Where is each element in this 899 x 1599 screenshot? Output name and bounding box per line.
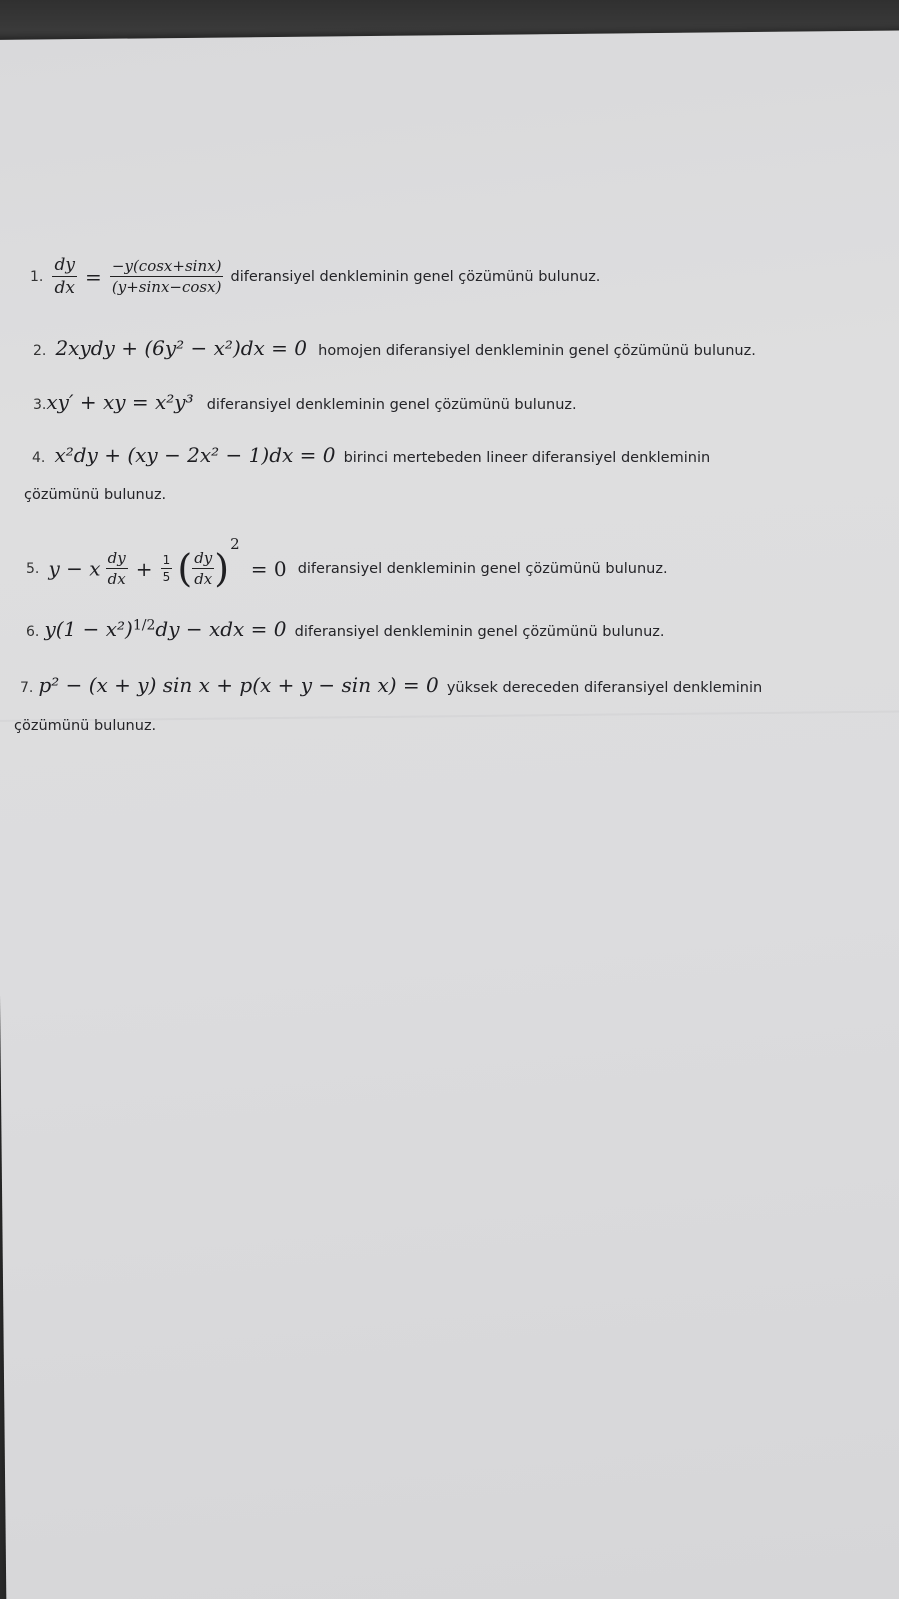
fraction-denominator: 5	[162, 570, 171, 584]
problem-4-continuation: çözümünü bulunuz.	[24, 487, 167, 503]
equation-part: dy − xdx = 0	[155, 617, 287, 641]
problem-number: 6.	[26, 624, 40, 640]
problem-6	[26, 617, 665, 641]
problem-equation: x²dy + (xy − 2x² − 1)dx = 0	[54, 443, 336, 467]
problem-7	[20, 673, 762, 697]
right-paren: )	[214, 546, 230, 591]
problem-number: 7.	[20, 680, 34, 696]
problem-text: diferansiyel denkleminin genel çözümünü bulunuz.	[297, 560, 668, 577]
fraction-denominator: dx	[107, 570, 126, 588]
problem-equation: 2xydy + (6y² − x²)dx = 0	[55, 336, 308, 360]
problem-1	[30, 255, 600, 298]
problem-text: diferansiyel denkleminin genel çözümünü bulunuz.	[206, 397, 577, 413]
fraction-numerator: dy	[107, 549, 126, 567]
problem-number: 1.	[30, 269, 44, 285]
left-paren: (	[177, 546, 193, 591]
problem-number: 5.	[26, 560, 40, 577]
fraction-one-fifth	[161, 553, 173, 584]
problem-7-continuation: çözümünü bulunuz.	[14, 718, 157, 734]
fraction-dy-dx-squared	[192, 549, 214, 588]
exponent: 1/2	[132, 617, 156, 634]
problem-equation: xy′ + xy = x²y³	[46, 390, 194, 414]
problem-number: 4.	[32, 450, 46, 466]
fraction-numerator: 1	[162, 553, 171, 567]
problem-4	[32, 443, 710, 467]
problem-5	[26, 535, 668, 591]
fraction-denominator: dx	[54, 278, 75, 298]
problem-text: birinci mertebeden lineer diferansiyel denkleminin	[343, 450, 711, 466]
fraction-denominator: (y+sinx−cosx)	[111, 278, 222, 296]
equation-part: y − x	[48, 556, 101, 581]
problem-2	[33, 336, 756, 360]
problem-text: homojen diferansiyel denkleminin genel çözümünü bulunuz.	[318, 343, 756, 359]
problem-text: yüksek dereceden diferansiyel denkleminin	[446, 680, 763, 696]
fraction-numerator: dy	[194, 549, 213, 567]
equals-sign: =	[85, 264, 102, 289]
problem-number: 3.	[33, 397, 47, 413]
fraction-rhs	[110, 257, 224, 296]
equation-rhs: = 0	[250, 556, 287, 581]
fraction-denominator: dx	[194, 570, 213, 588]
exponent: 2	[230, 535, 240, 553]
plus-sign: +	[135, 556, 153, 581]
fraction-numerator: dy	[54, 255, 75, 275]
problem-text: diferansiyel denkleminin genel çözümünü bulunuz.	[294, 624, 665, 640]
problem-3	[33, 390, 577, 414]
problem-text: diferansiyel denkleminin genel çözümünü bulunuz.	[230, 268, 601, 285]
fraction-dy-dx	[52, 255, 77, 298]
equation-part: y(1 − x²)	[44, 617, 133, 641]
fraction-numerator: −y(cosx+sinx)	[111, 257, 222, 275]
fraction-dy-dx	[106, 549, 128, 588]
problem-equation: p² − (x + y) sin x + p(x + y − sin x) = 0	[38, 673, 439, 697]
problem-number: 2.	[33, 343, 47, 359]
